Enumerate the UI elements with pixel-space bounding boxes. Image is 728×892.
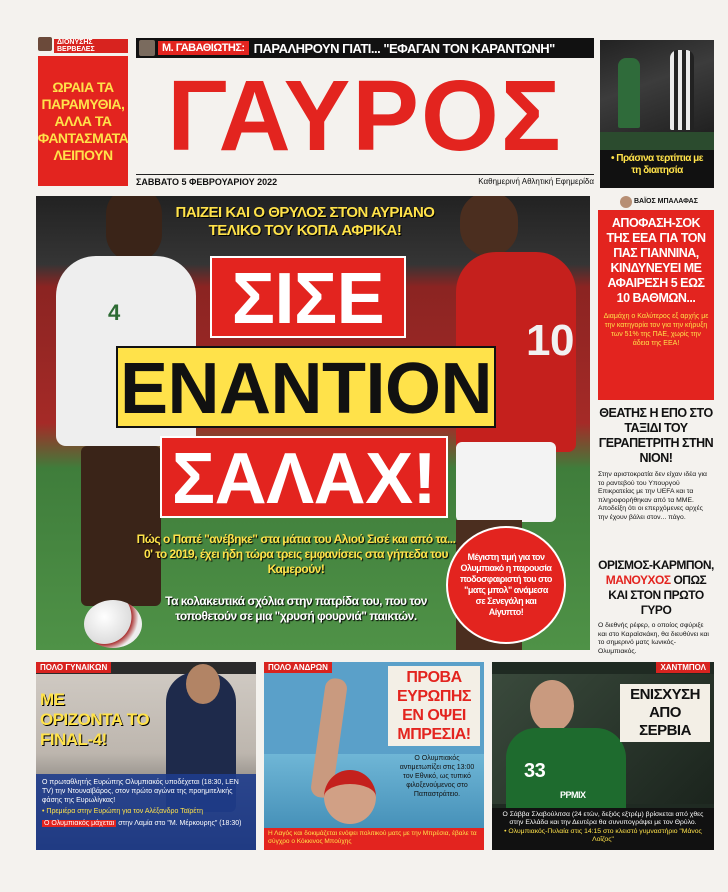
top-banner[interactable] xyxy=(136,38,594,58)
box1-headline: ΜΕ ΟΡΙΖΟΝΤΑ ΤΟ FINAL-4! xyxy=(40,690,150,749)
top-right-photo[interactable] xyxy=(600,40,714,150)
box2-player-head xyxy=(324,770,376,824)
box1-foot xyxy=(42,819,250,828)
bottom-box-water-polo-women[interactable] xyxy=(36,662,256,850)
bottom-box-handball[interactable] xyxy=(492,662,714,850)
player-salah-number: 10 xyxy=(526,316,574,365)
top-left-headline: ΩΡΑΙΑ ΤΑ ΠΑΡΑΜΥΘΙΑ, ΑΛΛΑ ΤΑ ΦΑΝΤΑΣΜΑΤΑ ΛΕΙΠΟΥΝ xyxy=(37,78,129,163)
box3-sponsor: PPMIX xyxy=(560,790,586,800)
masthead-tagline: Καθημερινή Αθλητική Εφημερίδα xyxy=(478,177,594,186)
box3-bullet: • Ολυμπιακός-Πυλαία στις 14:15 στο κλειστό γυμναστήριο "Μάνος Λοΐζος" xyxy=(504,827,702,844)
sidebar-story-2[interactable] xyxy=(598,406,714,530)
sidebar-story-1[interactable] xyxy=(598,210,714,400)
box1-label: ΠΟΛΟ ΓΥΝΑΙΚΩΝ xyxy=(36,662,111,673)
sidebar-author: ΒΑΪΟΣ ΜΠΑΛΑΦΑΣ xyxy=(634,198,698,205)
box3-body-box xyxy=(492,808,714,850)
hero-line-2: ΕΝΑΝΤΙΟΝ xyxy=(116,346,496,428)
sidebar-story-1-headline: ΑΠΟΦΑΣΗ-ΣΟΚ ΤΗΣ ΕΕΑ ΓΙΑ ΤΟΝ ΠΑΣ ΓΙΑΝΝΙΝΑ, ΚΙΝΔΥΝΕΥΕΙ ΜΕ ΑΦΑΙΡΕΣΗ 5 ΕΩΣ 10 ΒΑΘΜΩΝ... xyxy=(606,216,706,305)
sidebar-story-3-c: ΟΠΩΣ ΚΑΙ ΣΤΟΝ ΠΡΩΤΟ ΓΥΡΟ xyxy=(608,573,707,617)
sidebar-story-3-name: ΜΑΝΟΥΧΟΣ xyxy=(605,573,671,587)
bottom-box-water-polo-men[interactable] xyxy=(264,662,484,850)
player-figure-green xyxy=(618,58,640,128)
top-left-author: ΔΙΟΝΥΣΗΣ ΒΕΡΒΕΛΕΣ xyxy=(54,39,128,53)
sidebar-story-2-body: Στην αριστοκρατία δεν είχαν ιδέα για το ραντεβού του Υπουργού Επικρατείας με την UEFA και τα πληροφορήθηκαν από τα ΜΜΕ. Αποδείξη ότι οι επερχόμενες αρχές την έχουν βάλει στον... πάγο. xyxy=(598,471,707,521)
banner-headline: ΠΑΡΑΛΗΡΟΥΝ ΓΙΑΤΙ... "ΕΦΑΓΑΝ ΤΟΝ ΚΑΡΑΝΤΩΝΗ" xyxy=(253,40,555,56)
pitch-floor xyxy=(600,132,714,150)
sidebar-story-3-headline xyxy=(598,558,714,618)
football xyxy=(84,600,142,648)
player-cisse-number: 4 xyxy=(108,300,121,325)
banner-avatar xyxy=(139,40,155,56)
sidebar-story-3[interactable] xyxy=(598,558,714,655)
hero-deck-2: Τα κολακευτικά σχόλια στην πατρίδα του, που τον τοποθετούν σε μια "χρυσή φουρνιά" παικτών. xyxy=(165,594,427,623)
masthead-strip xyxy=(136,174,594,188)
sidebar-story-3-body: Ο διεθνής ρέφερ, ο οποίος σφύριξε και στο Καραϊσκάκη, θα διευθύνει και το σημερινό ματς Ιωνικός-Ολυμπιακός. xyxy=(598,622,709,655)
box1-foot-b: στην Λαμία στο "Μ. Μέρκουρης" (18:30) xyxy=(118,820,242,827)
player-salah-head xyxy=(460,196,518,256)
hero-bubble xyxy=(446,526,566,644)
player-salah-shorts xyxy=(456,442,556,522)
box2-headline: ΠΡΟΒΑ ΕΥΡΩΠΗΣ ΕΝ ΟΨΕΙ ΜΠΡΕΣΙΑ! xyxy=(388,666,480,746)
sidebar-author-avatar xyxy=(620,196,632,208)
box2-body: Ο Ολυμπιακός αντιμετωπίζει στις 13:00 τον Εθνικό, ως τυπικό φιλοξενούμενος στο Παπαστράτειο. xyxy=(399,755,475,798)
box3-jersey-number: 33 xyxy=(524,760,546,782)
box1-bullet: • Πρεμιέρα στην Ευρώπη για τον Αλέξανδρο Ταϊρέτη xyxy=(42,808,204,815)
top-right-caption-box xyxy=(600,150,714,188)
hero-kicker: ΠΑΙΖΕΙ ΚΑΙ Ο ΘΡΥΛΟΣ ΣΤΟΝ ΑΥΡΙΑΝΟ ΤΕΛΙΚΟ ΤΟΥ ΚΟΠΑ ΑΦΡΙΚΑ! xyxy=(175,204,435,239)
player-figure-stripes xyxy=(670,50,694,130)
box3-label: ΧΑΝΤΜΠΟΛ xyxy=(656,662,710,673)
box3-body: Ο Σάββα Σλαβούλιτσα (24 ετών, δεξιός εξτρέμ) βρίσκεται από χθες στην Ελλάδα και την Δευτέρα θα συνυπογράψει με τον Θρύλο. xyxy=(502,811,704,827)
box2-foot: Η Λαγός και δοκιμάζεται ενόψει πολιτικού ματς με την Μπρέσια, έβαλε τα σύγχρο ο Κόκκινος Μπούχης xyxy=(264,828,484,850)
banner-author: Μ. ΓΑΒΑΘΙΩΤΗΣ: xyxy=(158,41,249,55)
sidebar xyxy=(598,196,714,655)
box1-foot-a: Ο Ολυμπιακός μάχεται xyxy=(44,820,115,827)
box3-player-head xyxy=(530,680,574,732)
top-left-headline-box[interactable] xyxy=(38,56,128,186)
player-cisse-head xyxy=(106,196,162,262)
hero-bubble-text: Μέγιστη τιμή για τον Ολυμπιακό η παρουσία ποδοσφαιριστή του στο "ματς μπολ" ανάμεσα σε Σενεγάλη και Αίγυπτο! xyxy=(460,552,552,617)
sidebar-story-2-headline: ΘΕΑΤΗΣ Η ΕΠΟ ΣΤΟ ΤΑΞΙΔΙ ΤΟΥ ΓΕΡΑΠΕΤΡΙΤΗ ΣΤΗΝ ΝΙΟΝ! xyxy=(598,406,714,465)
hero-line-1: ΣΙΣΕ xyxy=(210,256,406,338)
masthead-title[interactable]: ΓΑΥΡΟΣ xyxy=(167,60,563,172)
box1-coach-head xyxy=(186,664,220,704)
player-cisse-legs xyxy=(81,446,161,606)
hero-line-3: ΣΑΛΑΧ! xyxy=(160,436,448,518)
box2-label: ΠΟΛΟ ΑΝΔΡΩΝ xyxy=(264,662,332,673)
top-right-caption: • Πράσινα τερτίπια με τη διαιτησία xyxy=(610,153,704,176)
box1-body-box xyxy=(36,774,256,850)
author-avatar xyxy=(38,37,52,51)
sidebar-story-3-a: ΟΡΙΣΜΟΣ-ΚΑΡΜΠΟΝ, xyxy=(598,558,714,572)
box3-headline: ΕΝΙΣΧΥΣΗ ΑΠΟ ΣΕΡΒΙΑ xyxy=(620,684,710,742)
hero-deck-1: Πώς ο Παπέ "ανέβηκε" στα μάτια του Αλιού Σισέ και από τα... 0' το 2019, έχει ήδη τώρα τρεις εμφανίσεις στα γήπεδα του Καμερούν! xyxy=(136,532,456,576)
top-left-column xyxy=(36,36,128,188)
sidebar-story-1-sub: Διαμάχη ο Καλύτερος εξ αρχής με την κατηγορία τον για την κήρυξη των 51% της ΠΑΕ, χωρίς την άδεια της ΕΕΑ! xyxy=(603,313,709,347)
masthead-date: ΣΑΒΒΑΤΟ 5 ΦΕΒΡΟΥΑΡΙΟΥ 2022 xyxy=(136,176,278,187)
box1-body: Ο πρωταθλητής Ευρώπης Ολυμπιακός υποδέχεται (18:30, LEN TV) την Ντουναϊβάρος, στον πρώτο αγώνα της προημιτελικής φάσης της Ευρωλίγκας! xyxy=(42,779,239,804)
